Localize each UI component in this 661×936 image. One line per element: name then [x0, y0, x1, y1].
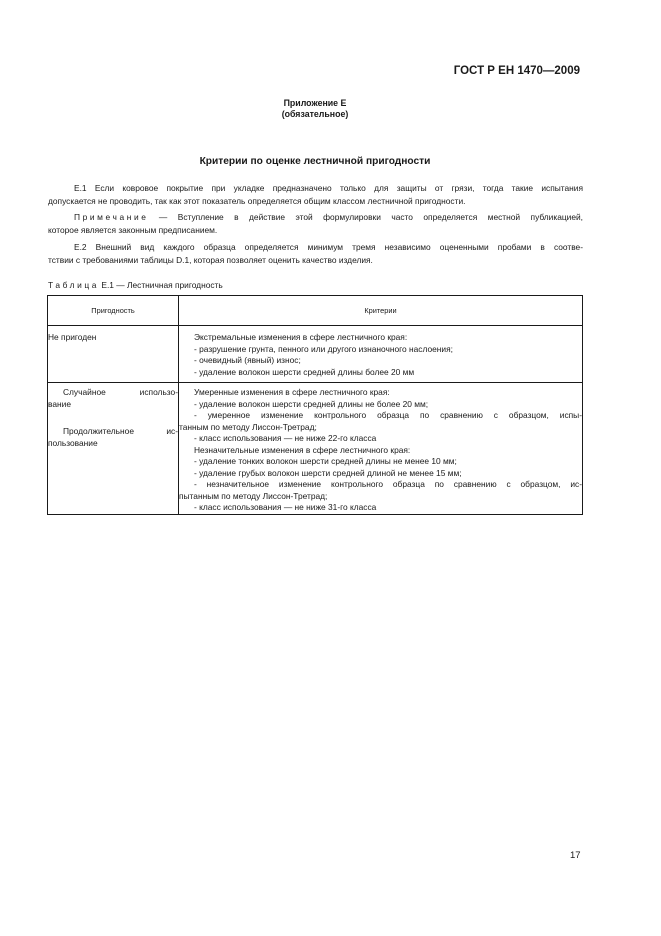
table-row — [48, 383, 583, 515]
note-line1 — [48, 211, 583, 224]
annex-title: Приложение Е — [283, 98, 347, 108]
row1-suitability-text: Не пригоден — [48, 332, 97, 342]
criteria-line: - удаление тонких волокон шерсти средней длины не менее 10 мм; — [194, 456, 457, 466]
criteria-line: - умеренное изменение контрольного образца по сравнению с образцом, испы- — [194, 410, 582, 420]
row2-spacer — [48, 410, 178, 426]
criteria-line: Незначительные изменения в сфере лестничного края: — [194, 444, 411, 455]
header-suitability: Пригодность — [48, 296, 179, 326]
criteria-line: пытанным по методу Лиссон-Третрад; — [179, 490, 328, 501]
criteria-line: - класс использования — не ниже 22-го класса — [194, 433, 377, 443]
table-caption-label: Таблица — [48, 280, 100, 290]
row2-suitability-a2: вание — [48, 398, 71, 409]
table-caption-text: Е.1 — Лестничная пригодность — [99, 280, 223, 290]
criteria-line: - очевидный (явный) износ; — [194, 355, 301, 365]
criteria-line: - класс использования — не ниже 31-го класса — [194, 502, 377, 512]
note-paragraph — [48, 211, 583, 237]
section-heading: Критерии по оценке лестничной пригодности — [199, 156, 431, 167]
row2-suitability — [48, 383, 179, 515]
table-row — [48, 326, 583, 383]
criteria-line: Экстремальные изменения в сфере лестничного края: — [194, 332, 408, 342]
table-header-row — [48, 296, 583, 326]
row2-suitability-b1: Продолжительное ис- — [63, 426, 178, 436]
criteria-line: - удаление волокон шерсти средней длины более 20 мм — [194, 366, 415, 377]
note-text: — Вступление в действие этой формулировки часто определяется местной публикацией, — [148, 212, 583, 222]
criteria-line: - удаление волокон шерсти средней длины не более 20 мм; — [194, 398, 429, 409]
row2-suitability-b2: пользование — [48, 437, 98, 448]
row2-criteria — [179, 383, 583, 515]
criteria-line: - разрушение грунта, пенного или другого изнаночного наслоения; — [194, 343, 453, 354]
paragraph-e2-line2: тствии с требованиями таблицы D.1, которая позволяет оценить качество изделия. — [48, 255, 373, 265]
note-line2: которое является законным предписанием. — [48, 225, 218, 235]
note-label: Примечание — [74, 212, 149, 222]
table-caption — [48, 280, 223, 290]
paragraph-e2-line1: Е.2 Внешний вид каждого образца определяется минимум тремя независимо оцененными пробами в соотве- — [74, 242, 583, 252]
paragraph-e1 — [48, 182, 583, 208]
criteria-line: танным по методу Лиссон-Третрад; — [179, 421, 317, 432]
paragraph-e1-line1: Е.1 Если ковровое покрытие при укладке предназначено только для защиты от грязи, тогда такие испытания — [74, 183, 583, 193]
criteria-line: - незначительное изменение контрольного образца по сравнению с образцом, ис- — [194, 479, 582, 489]
annex-status: (обязательное) — [281, 109, 349, 119]
row2-suitability-a1: Случайное использо- — [63, 387, 178, 397]
suitability-table — [47, 295, 583, 515]
page-number: 17 — [570, 850, 581, 861]
row1-suitability — [48, 326, 179, 383]
paragraph-e1-line2: допускается не проводить, так как этот показатель определяется общим классом лестничной пригодности. — [48, 196, 466, 206]
row1-criteria — [179, 326, 583, 383]
paragraph-e2 — [48, 241, 583, 267]
header-criteria: Критерии — [179, 296, 583, 326]
criteria-line: Умеренные изменения в сфере лестничного края: — [194, 387, 390, 397]
document-code: ГОСТ Р ЕН 1470—2009 — [453, 65, 580, 77]
criteria-line: - удаление грубых волокон шерсти средней длиной не менее 15 мм; — [194, 467, 462, 478]
